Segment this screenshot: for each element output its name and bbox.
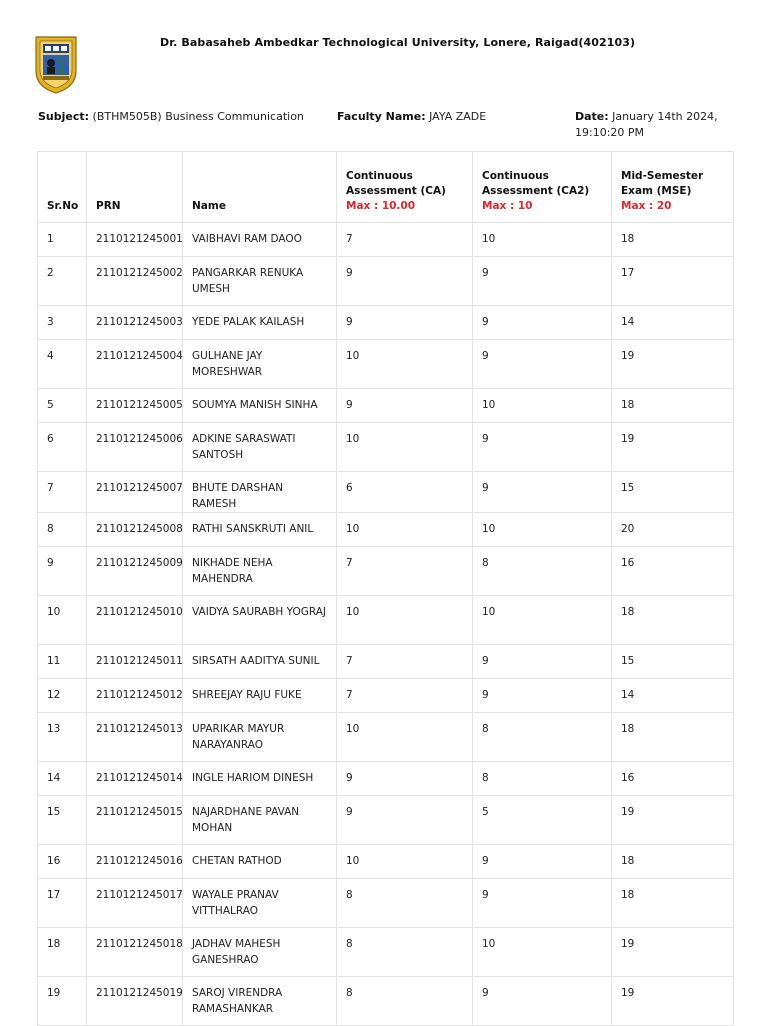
table-row — [38, 713, 734, 762]
cell-prn: 2110121245005 — [87, 389, 183, 423]
cell-ca: 10 — [337, 845, 473, 879]
table-row — [38, 340, 734, 389]
table-row — [38, 762, 734, 796]
cell-name: SIRSATH AADITYA SUNIL — [183, 645, 337, 679]
cell-ca2: 10 — [473, 389, 612, 423]
cell-name: INGLE HARIOM DINESH — [183, 762, 337, 796]
cell-ca2: 10 — [473, 223, 612, 257]
table-row — [38, 977, 734, 1026]
cell-name: GULHANE JAY MORESHWAR — [183, 340, 337, 389]
cell-srno: 18 — [38, 928, 87, 977]
cell-srno: 5 — [38, 389, 87, 423]
cell-name: VAIDYA SAURABH YOGRAJ — [183, 596, 337, 645]
cell-mse: 16 — [612, 547, 734, 596]
cell-prn: 2110121245013 — [87, 713, 183, 762]
cell-name: BHUTE DARSHAN RAMESH — [183, 472, 337, 513]
cell-srno: 15 — [38, 796, 87, 845]
cell-ca: 9 — [337, 306, 473, 340]
cell-prn: 2110121245007 — [87, 472, 183, 513]
cell-prn: 2110121245018 — [87, 928, 183, 977]
cell-prn: 2110121245008 — [87, 513, 183, 547]
cell-mse: 14 — [612, 679, 734, 713]
subject-label: Subject: — [38, 110, 90, 123]
cell-ca: 8 — [337, 879, 473, 928]
cell-ca: 7 — [337, 223, 473, 257]
cell-ca2: 8 — [473, 547, 612, 596]
cell-mse: 18 — [612, 223, 734, 257]
cell-ca2: 9 — [473, 257, 612, 306]
cell-name: SOUMYA MANISH SINHA — [183, 389, 337, 423]
table-row — [38, 879, 734, 928]
cell-mse: 15 — [612, 472, 734, 513]
cell-mse: 20 — [612, 513, 734, 547]
cell-ca2: 8 — [473, 762, 612, 796]
table-row — [38, 796, 734, 845]
cell-mse: 19 — [612, 423, 734, 472]
cell-name: WAYALE PRANAV VITTHALRAO — [183, 879, 337, 928]
column-header-prn: PRN — [87, 152, 183, 223]
cell-prn: 2110121245010 — [87, 596, 183, 645]
cell-prn: 2110121245002 — [87, 257, 183, 306]
cell-ca2: 9 — [473, 472, 612, 513]
table-row — [38, 257, 734, 306]
cell-prn: 2110121245004 — [87, 340, 183, 389]
cell-mse: 18 — [612, 713, 734, 762]
cell-srno: 2 — [38, 257, 87, 306]
ca-max: Max : 10.00 — [346, 200, 416, 212]
cell-mse: 15 — [612, 645, 734, 679]
cell-ca: 8 — [337, 977, 473, 1026]
ca2-max: Max : 10 — [482, 200, 533, 212]
cell-name: PANGARKAR RENUKA UMESH — [183, 257, 337, 306]
cell-srno: 7 — [38, 472, 87, 513]
cell-srno: 3 — [38, 306, 87, 340]
cell-srno: 12 — [38, 679, 87, 713]
column-header-ca: Continuous Assessment (CA) Max : 10.00 — [337, 152, 473, 223]
table-row — [38, 596, 734, 645]
cell-name: JADHAV MAHESH GANESHRAO — [183, 928, 337, 977]
cell-srno: 19 — [38, 977, 87, 1026]
table-row — [38, 423, 734, 472]
cell-prn: 2110121245017 — [87, 879, 183, 928]
faculty-label: Faculty Name: — [337, 110, 426, 123]
cell-mse: 19 — [612, 977, 734, 1026]
cell-prn: 2110121245009 — [87, 547, 183, 596]
cell-mse: 19 — [612, 340, 734, 389]
cell-srno: 13 — [38, 713, 87, 762]
cell-mse: 18 — [612, 596, 734, 645]
cell-ca: 7 — [337, 679, 473, 713]
date-label: Date: — [575, 110, 609, 123]
cell-ca2: 5 — [473, 796, 612, 845]
cell-prn: 2110121245011 — [87, 645, 183, 679]
table-row — [38, 223, 734, 257]
cell-ca: 7 — [337, 547, 473, 596]
cell-prn: 2110121245012 — [87, 679, 183, 713]
cell-ca: 7 — [337, 645, 473, 679]
faculty-info — [337, 109, 486, 125]
cell-srno: 11 — [38, 645, 87, 679]
cell-prn: 2110121245014 — [87, 762, 183, 796]
cell-name: SAROJ VIRENDRA RAMASHANKAR — [183, 977, 337, 1026]
university-emblem-icon — [33, 33, 79, 95]
cell-ca: 9 — [337, 762, 473, 796]
table-row — [38, 845, 734, 879]
cell-srno: 10 — [38, 596, 87, 645]
cell-srno: 8 — [38, 513, 87, 547]
cell-ca2: 9 — [473, 879, 612, 928]
cell-ca: 6 — [337, 472, 473, 513]
cell-ca2: 9 — [473, 423, 612, 472]
cell-ca: 9 — [337, 389, 473, 423]
cell-ca2: 9 — [473, 340, 612, 389]
cell-prn: 2110121245015 — [87, 796, 183, 845]
cell-srno: 9 — [38, 547, 87, 596]
cell-ca: 10 — [337, 340, 473, 389]
cell-ca: 10 — [337, 596, 473, 645]
faculty-value: JAYA ZADE — [429, 110, 487, 123]
cell-prn: 2110121245006 — [87, 423, 183, 472]
cell-mse: 19 — [612, 796, 734, 845]
cell-ca: 9 — [337, 796, 473, 845]
cell-name: ADKINE SARASWATI SANTOSH — [183, 423, 337, 472]
column-header-ca2: Continuous Assessment (CA2) Max : 10 — [473, 152, 612, 223]
marks-table — [37, 151, 734, 1026]
cell-prn: 2110121245019 — [87, 977, 183, 1026]
cell-mse: 18 — [612, 879, 734, 928]
cell-srno: 6 — [38, 423, 87, 472]
table-row — [38, 679, 734, 713]
table-row — [38, 645, 734, 679]
cell-prn: 2110121245001 — [87, 223, 183, 257]
cell-name: NAJARDHANE PAVAN MOHAN — [183, 796, 337, 845]
cell-ca2: 10 — [473, 928, 612, 977]
cell-srno: 14 — [38, 762, 87, 796]
cell-mse: 17 — [612, 257, 734, 306]
cell-mse: 19 — [612, 928, 734, 977]
cell-ca2: 9 — [473, 977, 612, 1026]
cell-name: YEDE PALAK KAILASH — [183, 306, 337, 340]
cell-name: CHETAN RATHOD — [183, 845, 337, 879]
cell-prn: 2110121245003 — [87, 306, 183, 340]
table-row — [38, 513, 734, 547]
cell-ca2: 9 — [473, 845, 612, 879]
table-row — [38, 547, 734, 596]
subject-info — [38, 109, 304, 125]
column-header-name: Name — [183, 152, 337, 223]
date-info — [575, 109, 745, 140]
subject-value: (BTHM505B) Business Communication — [92, 110, 304, 123]
table-row — [38, 389, 734, 423]
cell-ca2: 10 — [473, 513, 612, 547]
table-row — [38, 306, 734, 340]
cell-ca2: 9 — [473, 306, 612, 340]
cell-mse: 18 — [612, 845, 734, 879]
university-title: Dr. Babasaheb Ambedkar Technological University, Lonere, Raigad(402103) — [160, 36, 636, 49]
cell-ca2: 10 — [473, 596, 612, 645]
cell-srno: 1 — [38, 223, 87, 257]
table-header-row — [38, 152, 734, 223]
cell-ca2: 9 — [473, 679, 612, 713]
cell-ca2: 9 — [473, 645, 612, 679]
cell-prn: 2110121245016 — [87, 845, 183, 879]
mse-max: Max : 20 — [621, 200, 672, 212]
cell-name: RATHI SANSKRUTI ANIL — [183, 513, 337, 547]
cell-name: SHREEJAY RAJU FUKE — [183, 679, 337, 713]
cell-srno: 17 — [38, 879, 87, 928]
cell-ca2: 8 — [473, 713, 612, 762]
cell-ca: 8 — [337, 928, 473, 977]
cell-ca: 9 — [337, 257, 473, 306]
cell-mse: 14 — [612, 306, 734, 340]
cell-mse: 16 — [612, 762, 734, 796]
date-value: January 14th 2024, 19:10:20 PM — [575, 110, 718, 139]
cell-mse: 18 — [612, 389, 734, 423]
column-header-mse: Mid-Semester Exam (MSE) Max : 20 — [612, 152, 734, 223]
cell-srno: 4 — [38, 340, 87, 389]
cell-ca: 10 — [337, 513, 473, 547]
cell-ca: 10 — [337, 713, 473, 762]
cell-name: UPARIKAR MAYUR NARAYANRAO — [183, 713, 337, 762]
cell-name: VAIBHAVI RAM DAOO — [183, 223, 337, 257]
column-header-srno: Sr.No — [38, 152, 87, 223]
cell-ca: 10 — [337, 423, 473, 472]
table-row — [38, 472, 734, 513]
table-row — [38, 928, 734, 977]
cell-name: NIKHADE NEHA MAHENDRA — [183, 547, 337, 596]
cell-srno: 16 — [38, 845, 87, 879]
